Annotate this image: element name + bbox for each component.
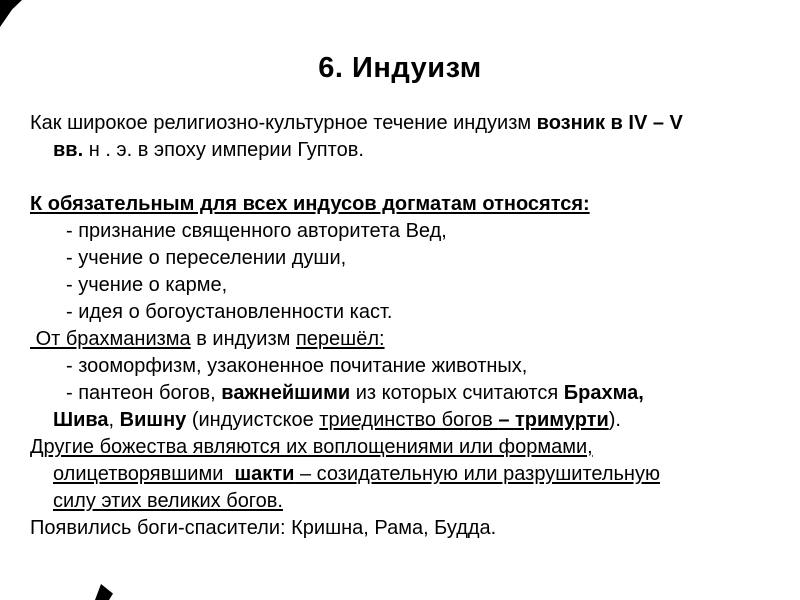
text-segment: От брахманизма (30, 328, 191, 350)
text-segment: Как широкое религиозно-культурное течение индуизм (30, 112, 537, 134)
text-segment: , (108, 409, 120, 431)
text-segment: шакти (234, 463, 295, 485)
text-segment: - признание священного авторитета Вед, (66, 220, 447, 242)
corner-artifact-icon (0, 0, 22, 27)
text-segment: ). (608, 409, 621, 431)
paragraph (30, 245, 775, 272)
text-segment: Появились боги-спасители: Кришна, Рама, Будда. (30, 517, 497, 539)
text-segment: возник в IV – V (536, 112, 683, 134)
text-segment: - зооморфизм, узаконенное почитание животных, (66, 355, 528, 377)
text-segment: вв. (53, 139, 84, 161)
paragraph (30, 110, 775, 164)
text-segment: олицетворявшими (53, 463, 235, 485)
text-segment: Другие божества являются их воплощениями или формами, (30, 436, 593, 458)
paragraph (30, 326, 775, 353)
paragraph (30, 272, 775, 299)
paragraph (30, 380, 775, 434)
paragraph (30, 191, 775, 218)
text-segment: – тримурти (498, 409, 609, 431)
ink-blot-icon (93, 584, 113, 600)
text-segment: К обязательным для всех индусов догматам относятся: (30, 193, 590, 215)
paragraph (30, 353, 775, 380)
text-segment: триединство богов (319, 409, 499, 431)
paragraph (30, 218, 775, 245)
text-segment: Брахма, (563, 382, 644, 404)
paragraph (30, 515, 775, 542)
slide-body (30, 110, 775, 542)
paragraph (30, 434, 775, 515)
text-segment: н . э. в эпоху империи Гуптов. (83, 139, 364, 161)
paragraph (30, 299, 775, 326)
text-segment: из которых считаются (350, 382, 564, 404)
text-segment: (индуистское (186, 409, 320, 431)
text-segment: – созидательную или разрушительную (294, 463, 660, 485)
text-segment: важнейшими (221, 382, 351, 404)
text-segment: - пантеон богов, (66, 382, 222, 404)
text-segment: в индуизм (190, 328, 296, 350)
text-segment: - учение о карме, (66, 274, 228, 296)
text-segment: Шива (53, 409, 109, 431)
text-segment: - учение о переселении души, (66, 247, 347, 269)
text-segment: Вишну (119, 409, 187, 431)
text-segment: силу этих великих богов. (53, 490, 283, 512)
text-segment: - идея о богоустановленности каст. (66, 301, 393, 323)
text-segment: перешёл: (295, 328, 385, 350)
slide-title: 6. Индуизм (318, 52, 482, 84)
